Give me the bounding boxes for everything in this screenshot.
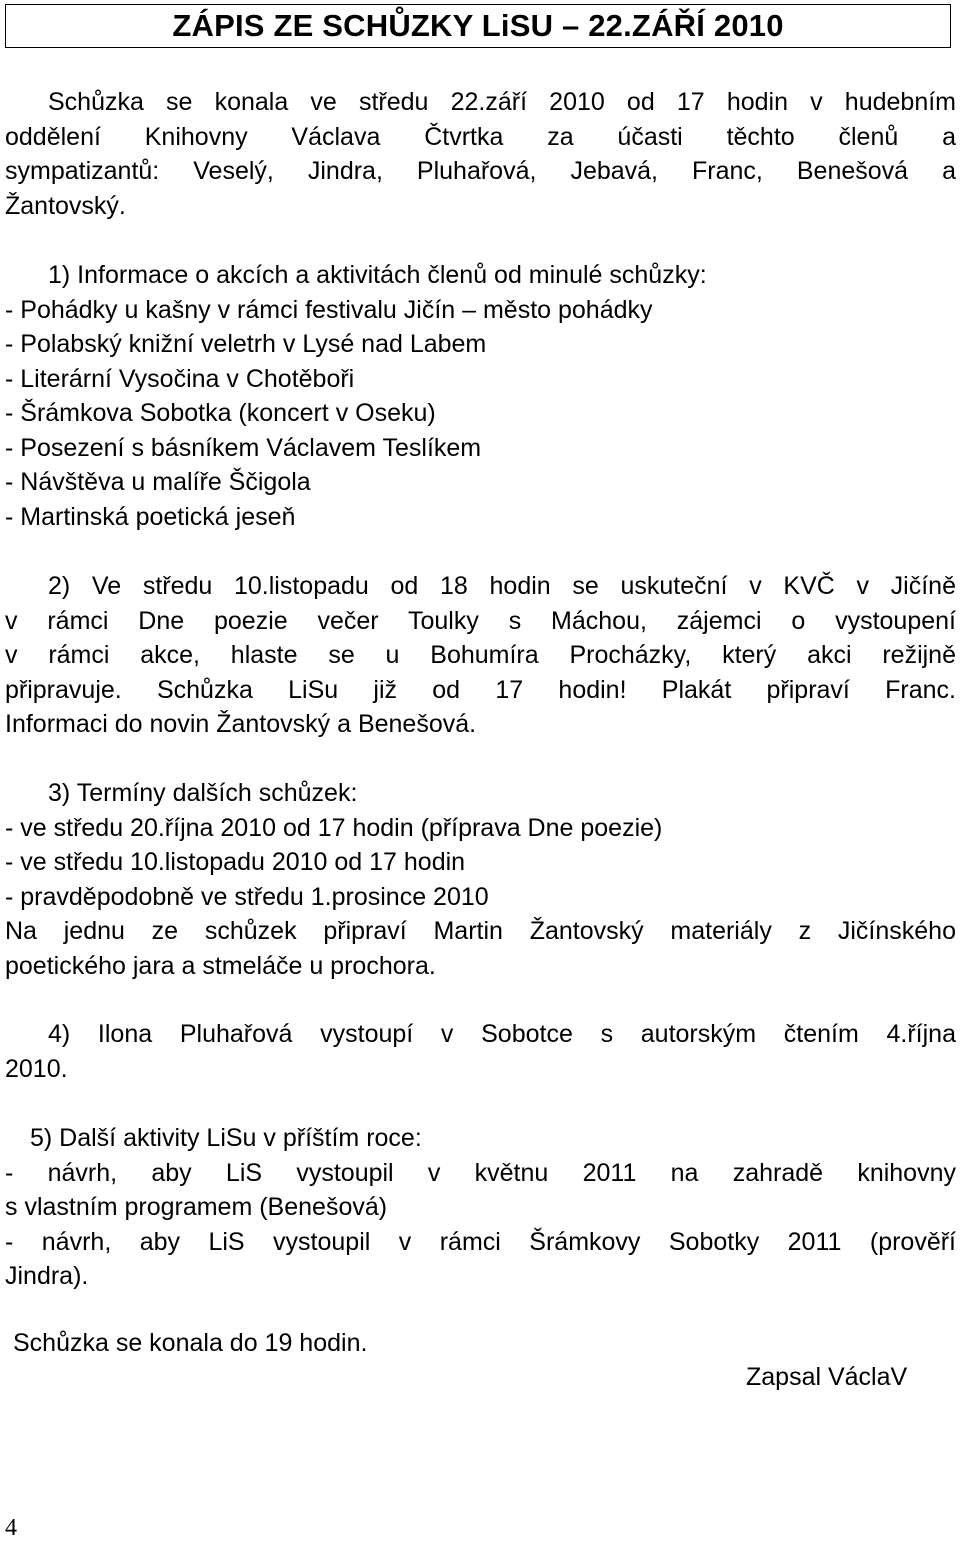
list-item: - Polabský knižní veletrh v Lysé nad Labem (5, 330, 487, 358)
section-2 (5, 569, 956, 742)
list-item: - Literární Vysočina v Chotěboři (5, 364, 355, 393)
section-2-line: 2) Ve středu 10.listopadu od 18 hodin se uskuteční v KVČ v Jičíně (48, 572, 956, 600)
section-4 (5, 1017, 956, 1086)
closing-line: Schůzka se konala do 19 hodin. (13, 1329, 368, 1357)
section-3 (5, 776, 956, 983)
section-5-heading: 5) Další aktivity LiSu v příštím roce: (30, 1124, 422, 1152)
section-5-line: - návrh, aby LiS vystoupil v rámci Šrámkovy Sobotky 2011 (prověří (5, 1227, 956, 1256)
section-3-note-line: poetického jara a stmeláče u prochora. (5, 951, 436, 980)
section-2-line: připravuje. Schůzka LiSu již od 17 hodin! Plakát připraví Franc. (5, 675, 956, 704)
intro-line: Schůzka se konala ve středu 22.září 2010 od 17 hodin v hudebním (48, 88, 956, 116)
list-item: - pravděpodobně ve středu 1.prosince 2010 (5, 882, 489, 911)
section-5-line: - návrh, aby LiS vystoupil v květnu 2011 na zahradě knihovny (5, 1158, 956, 1187)
intro-line: Žantovský. (5, 191, 126, 220)
section-3-note-line: Na jednu ze schůzek připraví Martin Žantovský materiály z Jičínského (5, 917, 956, 945)
section-2-line: v rámci akce, hlaste se u Bohumíra Procházky, který akci režijně (5, 641, 956, 669)
section-5 (5, 1121, 956, 1294)
list-item: - Pohádky u kašny v rámci festivalu Jičín – město pohádky (5, 295, 653, 324)
list-item: - Posezení s básníkem Václavem Teslíkem (5, 433, 482, 462)
section-3-heading: 3) Termíny dalších schůzek: (48, 779, 358, 807)
section-1-heading: 1) Informace o akcích a aktivitách členů od minulé schůzky: (48, 261, 707, 289)
section-2-line: v rámci Dne poezie večer Toulky s Máchou, zájemci o vystoupení (5, 606, 956, 635)
list-item: - Šrámkova Sobotka (koncert v Oseku) (5, 399, 436, 427)
section-2-line: Informaci do novin Žantovský a Benešová. (5, 710, 477, 738)
intro-paragraph (5, 85, 956, 223)
page-number: 4 (5, 1515, 17, 1541)
page-title: ZÁPIS ZE SCHŮZKY LiSU – 22.ZÁŘÍ 2010 (5, 4, 951, 48)
section-4-line: 4) Ilona Pluhařová vystoupí v Sobotce s autorským čtením 4.října (48, 1020, 956, 1048)
section-5-line: s vlastním programem (Benešová) (5, 1193, 388, 1221)
section-5-line: Jindra). (5, 1262, 89, 1290)
intro-line: sympatizantů: Veselý, Jindra, Pluhařová, Jebavá, Franc, Benešová a (5, 157, 956, 185)
list-item: - Návštěva u malíře Ščigola (5, 468, 311, 496)
signature: Zapsal VáclaV (746, 1363, 908, 1391)
list-item: - Martinská poetická jeseň (5, 502, 296, 531)
section-4-line: 2010. (5, 1054, 68, 1083)
section-1 (5, 258, 956, 534)
intro-line: oddělení Knihovny Václava Čtvrtka za účasti těchto členů a (5, 122, 956, 151)
list-item: - ve středu 20.října 2010 od 17 hodin (příprava Dne poezie) (5, 813, 663, 842)
list-item: - ve středu 10.listopadu 2010 od 17 hodin (5, 848, 466, 876)
closing-paragraph (5, 1326, 956, 1361)
